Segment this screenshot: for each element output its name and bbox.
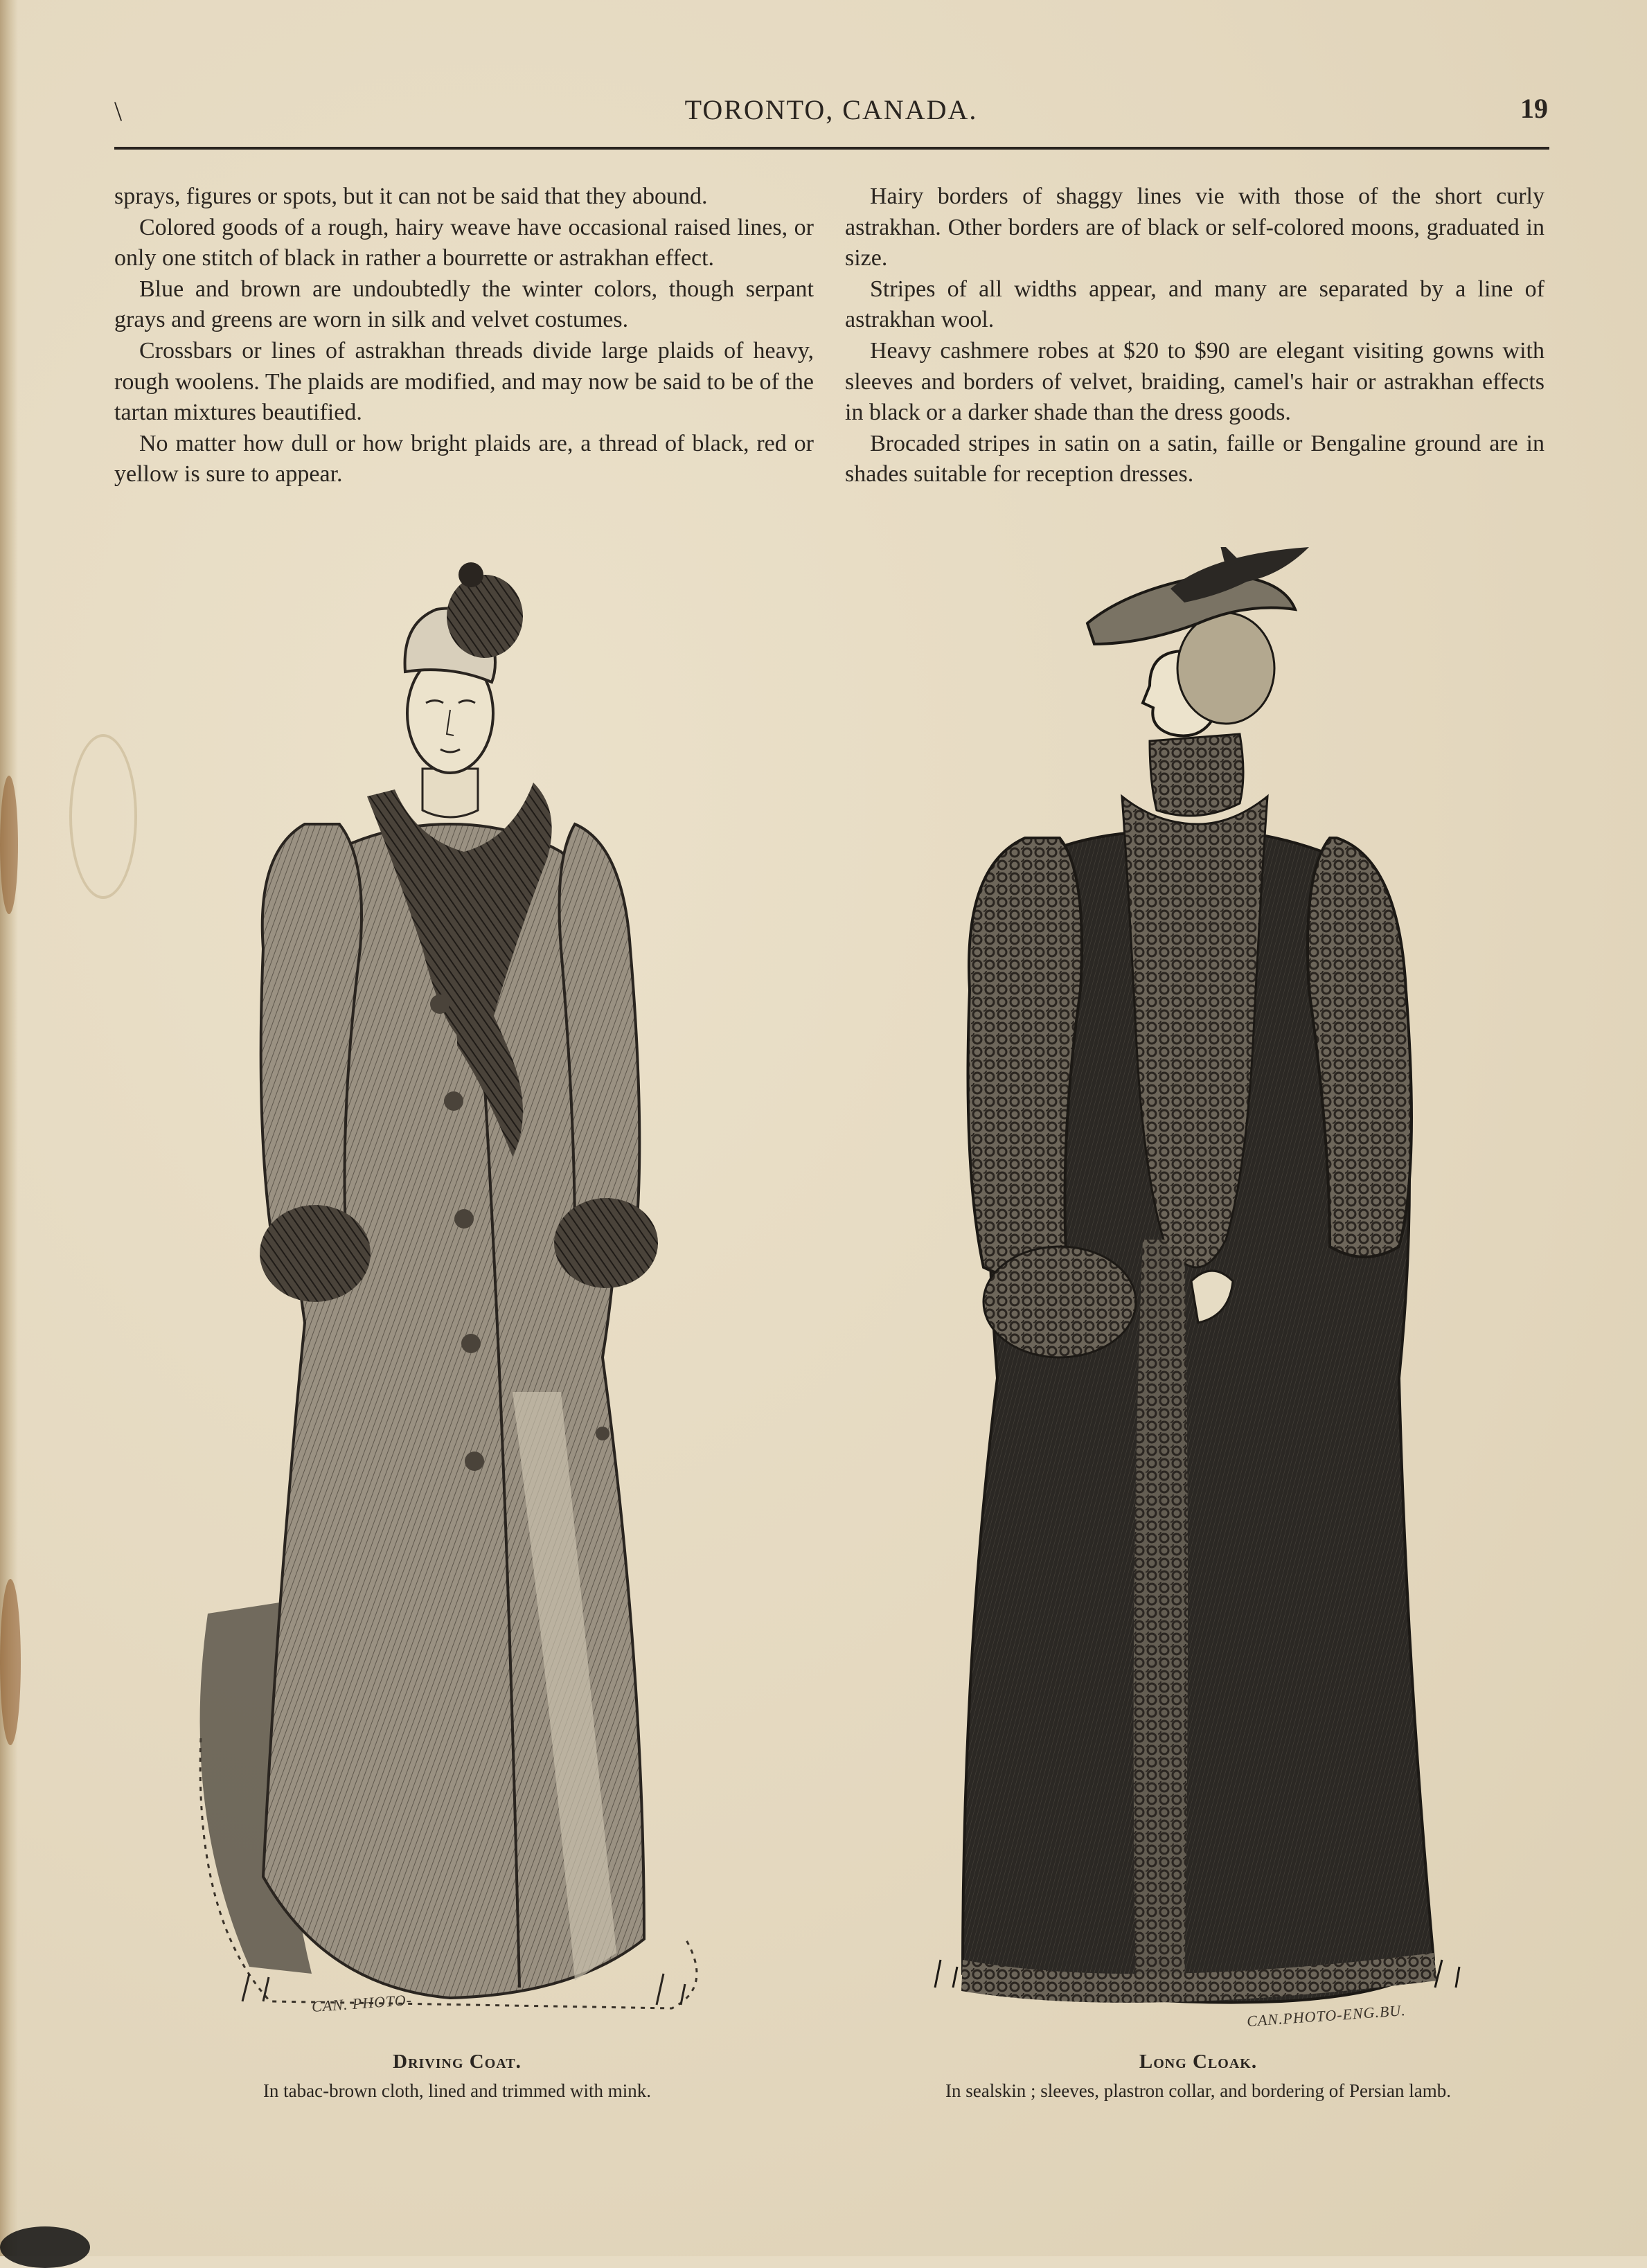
- running-header: [114, 87, 1548, 135]
- driving-coat-illustration: [187, 561, 727, 2029]
- figure-description: In sealskin ; sleeves, plastron collar, and bordering of Persian lamb.: [945, 2080, 1451, 2101]
- running-title: TORONTO, CANADA.: [684, 94, 978, 125]
- engraver-signature: CAN.PHOTO-ENG.BU.: [1246, 2001, 1407, 2030]
- ink-blot: [0, 2226, 90, 2268]
- figure-caption-left: [208, 2047, 706, 2105]
- paragraph: Crossbars or lines of astrakhan threads divide large plaids of heavy, rough woolens. The plaids are modified, and may now be said to be of the tartan mixtures beautified.: [114, 337, 814, 426]
- rust-stain: [0, 776, 18, 914]
- figure-title: Driving Coat.: [393, 2051, 522, 2073]
- right-text-column: [845, 181, 1544, 490]
- paragraph: Heavy cashmere robes at $20 to $90 are elegant visiting gowns with sleeves and borders of velvet, braiding, camel's hair or astrakhan effects in black or a darker shade than the dress goods.: [845, 337, 1544, 426]
- paragraph: Brocaded stripes in satin on a satin, faille or Bengaline ground are in shades suitable for reception dresses.: [845, 430, 1544, 488]
- paragraph: Blue and brown are undoubtedly the winter colors, though serpant grays and greens are worn in silk and velvet costumes.: [114, 276, 814, 333]
- figure-title: Long Cloak.: [1139, 2051, 1258, 2073]
- paragraph: No matter how dull or how bright plaids are, a thread of black, red or yellow is sure to appear.: [114, 430, 814, 488]
- page-binding-edge: [0, 0, 18, 2256]
- left-text-column: [114, 181, 814, 490]
- paragraph: sprays, figures or spots, but it can not be said that they abound.: [114, 184, 708, 209]
- paragraph: Colored goods of a rough, hairy weave have occasional raised lines, or only one stitch of black in rather a bourrette or astrakhan effect.: [114, 214, 814, 271]
- rust-stain: [0, 1579, 21, 1745]
- long-cloak-illustration: [921, 547, 1475, 2022]
- header-rule: [114, 147, 1549, 150]
- paragraph: Hairy borders of shaggy lines vie with those of the short curly astrakhan. Other borders are of black or self-colored moons, graduated in size.: [845, 184, 1544, 271]
- page-number: 19: [1520, 93, 1548, 124]
- figure-caption-right: [893, 2047, 1503, 2105]
- header-mark: \: [114, 96, 123, 127]
- engraver-signature: CAN. PHOTO-: [311, 1990, 413, 2016]
- paragraph: Stripes of all widths appear, and many are separated by a line of astrakhan wool.: [845, 276, 1544, 333]
- figure-description: In tabac-brown cloth, lined and trimmed with mink.: [262, 2080, 652, 2101]
- water-stain: [69, 734, 137, 899]
